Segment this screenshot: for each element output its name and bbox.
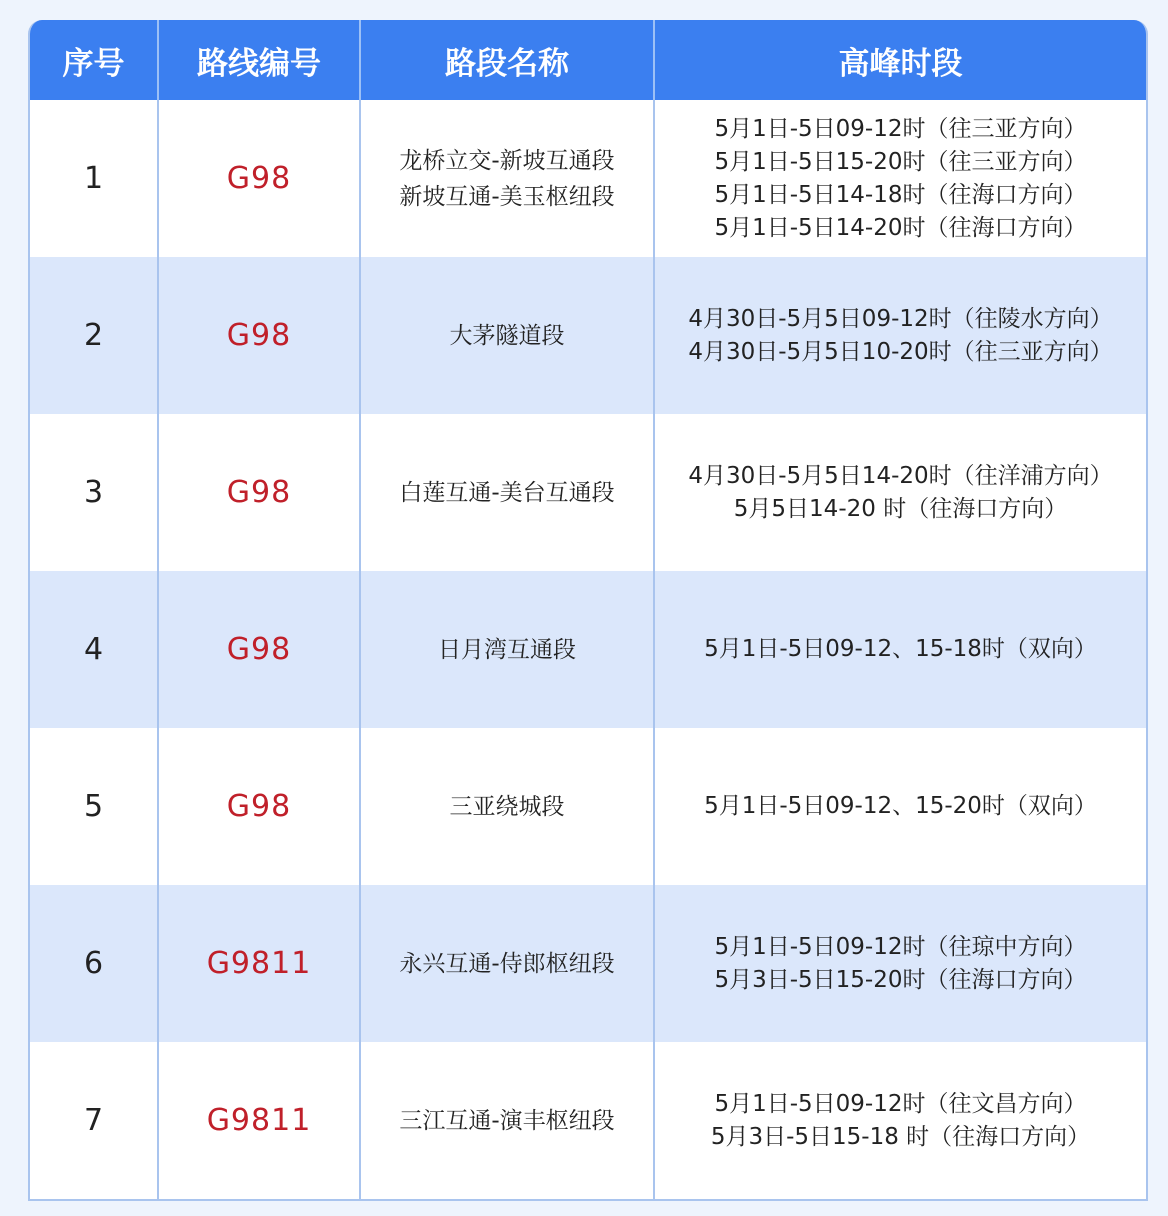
table-row bbox=[30, 1042, 1146, 1199]
route-code-cell: G98 bbox=[158, 414, 360, 571]
table-row bbox=[30, 728, 1146, 885]
route-code-cell: G98 bbox=[158, 100, 360, 257]
header-segment: 路段名称 bbox=[360, 20, 654, 100]
peak-time-line: 5月1日-5日14-18时（往海口方向） bbox=[714, 181, 1087, 208]
segment-name-cell bbox=[360, 728, 654, 885]
peak-time-cell bbox=[654, 728, 1146, 885]
seq-cell: 6 bbox=[30, 885, 158, 1042]
header-route: 路线编号 bbox=[158, 20, 360, 100]
peak-time-line: 5月1日-5日09-12时（往琼中方向） bbox=[714, 933, 1087, 960]
peak-time-cell bbox=[654, 571, 1146, 728]
table-body bbox=[30, 100, 1146, 1199]
peak-time-line: 4月30日-5月5日09-12时（往陵水方向） bbox=[688, 305, 1113, 332]
peak-hours-table-container bbox=[28, 20, 1148, 1201]
peak-time-line: 4月30日-5月5日10-20时（往三亚方向） bbox=[688, 338, 1113, 365]
peak-time-line: 5月1日-5日09-12、15-18时（双向） bbox=[704, 636, 1097, 662]
seq-cell: 1 bbox=[30, 100, 158, 257]
peak-time-line: 5月3日-5日15-18 时（往海口方向） bbox=[710, 1123, 1091, 1150]
table-header bbox=[30, 20, 1146, 100]
segment-line: 龙桥立交-新坡互通段 bbox=[399, 147, 615, 174]
segment-line: 白莲互通-美台互通段 bbox=[399, 479, 615, 506]
seq-cell: 4 bbox=[30, 571, 158, 728]
segment-name-cell bbox=[360, 100, 654, 257]
segment-name-cell bbox=[360, 1042, 654, 1199]
route-code-cell: G98 bbox=[158, 571, 360, 728]
table-row bbox=[30, 100, 1146, 257]
peak-time-line: 5月1日-5日09-12时（往文昌方向） bbox=[714, 1090, 1087, 1117]
table-row bbox=[30, 257, 1146, 414]
seq-cell: 3 bbox=[30, 414, 158, 571]
segment-name-cell bbox=[360, 414, 654, 571]
segment-line: 三亚绕城段 bbox=[449, 793, 565, 820]
peak-time-line: 5月1日-5日09-12时（往三亚方向） bbox=[714, 115, 1087, 142]
route-code-cell: G9811 bbox=[158, 885, 360, 1042]
peak-time-line: 5月1日-5日09-12、15-20时（双向） bbox=[704, 793, 1097, 819]
peak-time-cell bbox=[654, 257, 1146, 414]
table-row bbox=[30, 571, 1146, 728]
header-peak-time: 高峰时段 bbox=[654, 20, 1146, 100]
segment-line: 日月湾互通段 bbox=[438, 636, 576, 663]
peak-time-line: 5月3日-5日15-20时（往海口方向） bbox=[714, 966, 1087, 993]
segment-name-cell bbox=[360, 257, 654, 414]
segment-line: 永兴互通-侍郎枢纽段 bbox=[399, 950, 615, 977]
peak-time-line: 5月1日-5日14-20时（往海口方向） bbox=[714, 214, 1087, 241]
segment-line: 新坡互通-美玉枢纽段 bbox=[399, 183, 615, 210]
table-row bbox=[30, 414, 1146, 571]
peak-time-line: 5月5日14-20 时（往海口方向） bbox=[733, 495, 1068, 522]
route-code-cell: G98 bbox=[158, 257, 360, 414]
route-code-cell: G98 bbox=[158, 728, 360, 885]
segment-name-cell bbox=[360, 885, 654, 1042]
peak-time-cell bbox=[654, 100, 1146, 257]
segment-line: 三江互通-演丰枢纽段 bbox=[399, 1107, 615, 1134]
segment-name-cell bbox=[360, 571, 654, 728]
peak-time-cell bbox=[654, 414, 1146, 571]
peak-time-cell bbox=[654, 885, 1146, 1042]
header-seq: 序号 bbox=[30, 20, 158, 100]
seq-cell: 7 bbox=[30, 1042, 158, 1199]
seq-cell: 5 bbox=[30, 728, 158, 885]
segment-line: 大茅隧道段 bbox=[449, 322, 565, 349]
peak-time-line: 4月30日-5月5日14-20时（往洋浦方向） bbox=[688, 462, 1113, 489]
peak-time-line: 5月1日-5日15-20时（往三亚方向） bbox=[714, 148, 1087, 175]
table-row bbox=[30, 885, 1146, 1042]
peak-hours-table bbox=[30, 20, 1146, 1199]
peak-time-cell bbox=[654, 1042, 1146, 1199]
route-code-cell: G9811 bbox=[158, 1042, 360, 1199]
seq-cell: 2 bbox=[30, 257, 158, 414]
